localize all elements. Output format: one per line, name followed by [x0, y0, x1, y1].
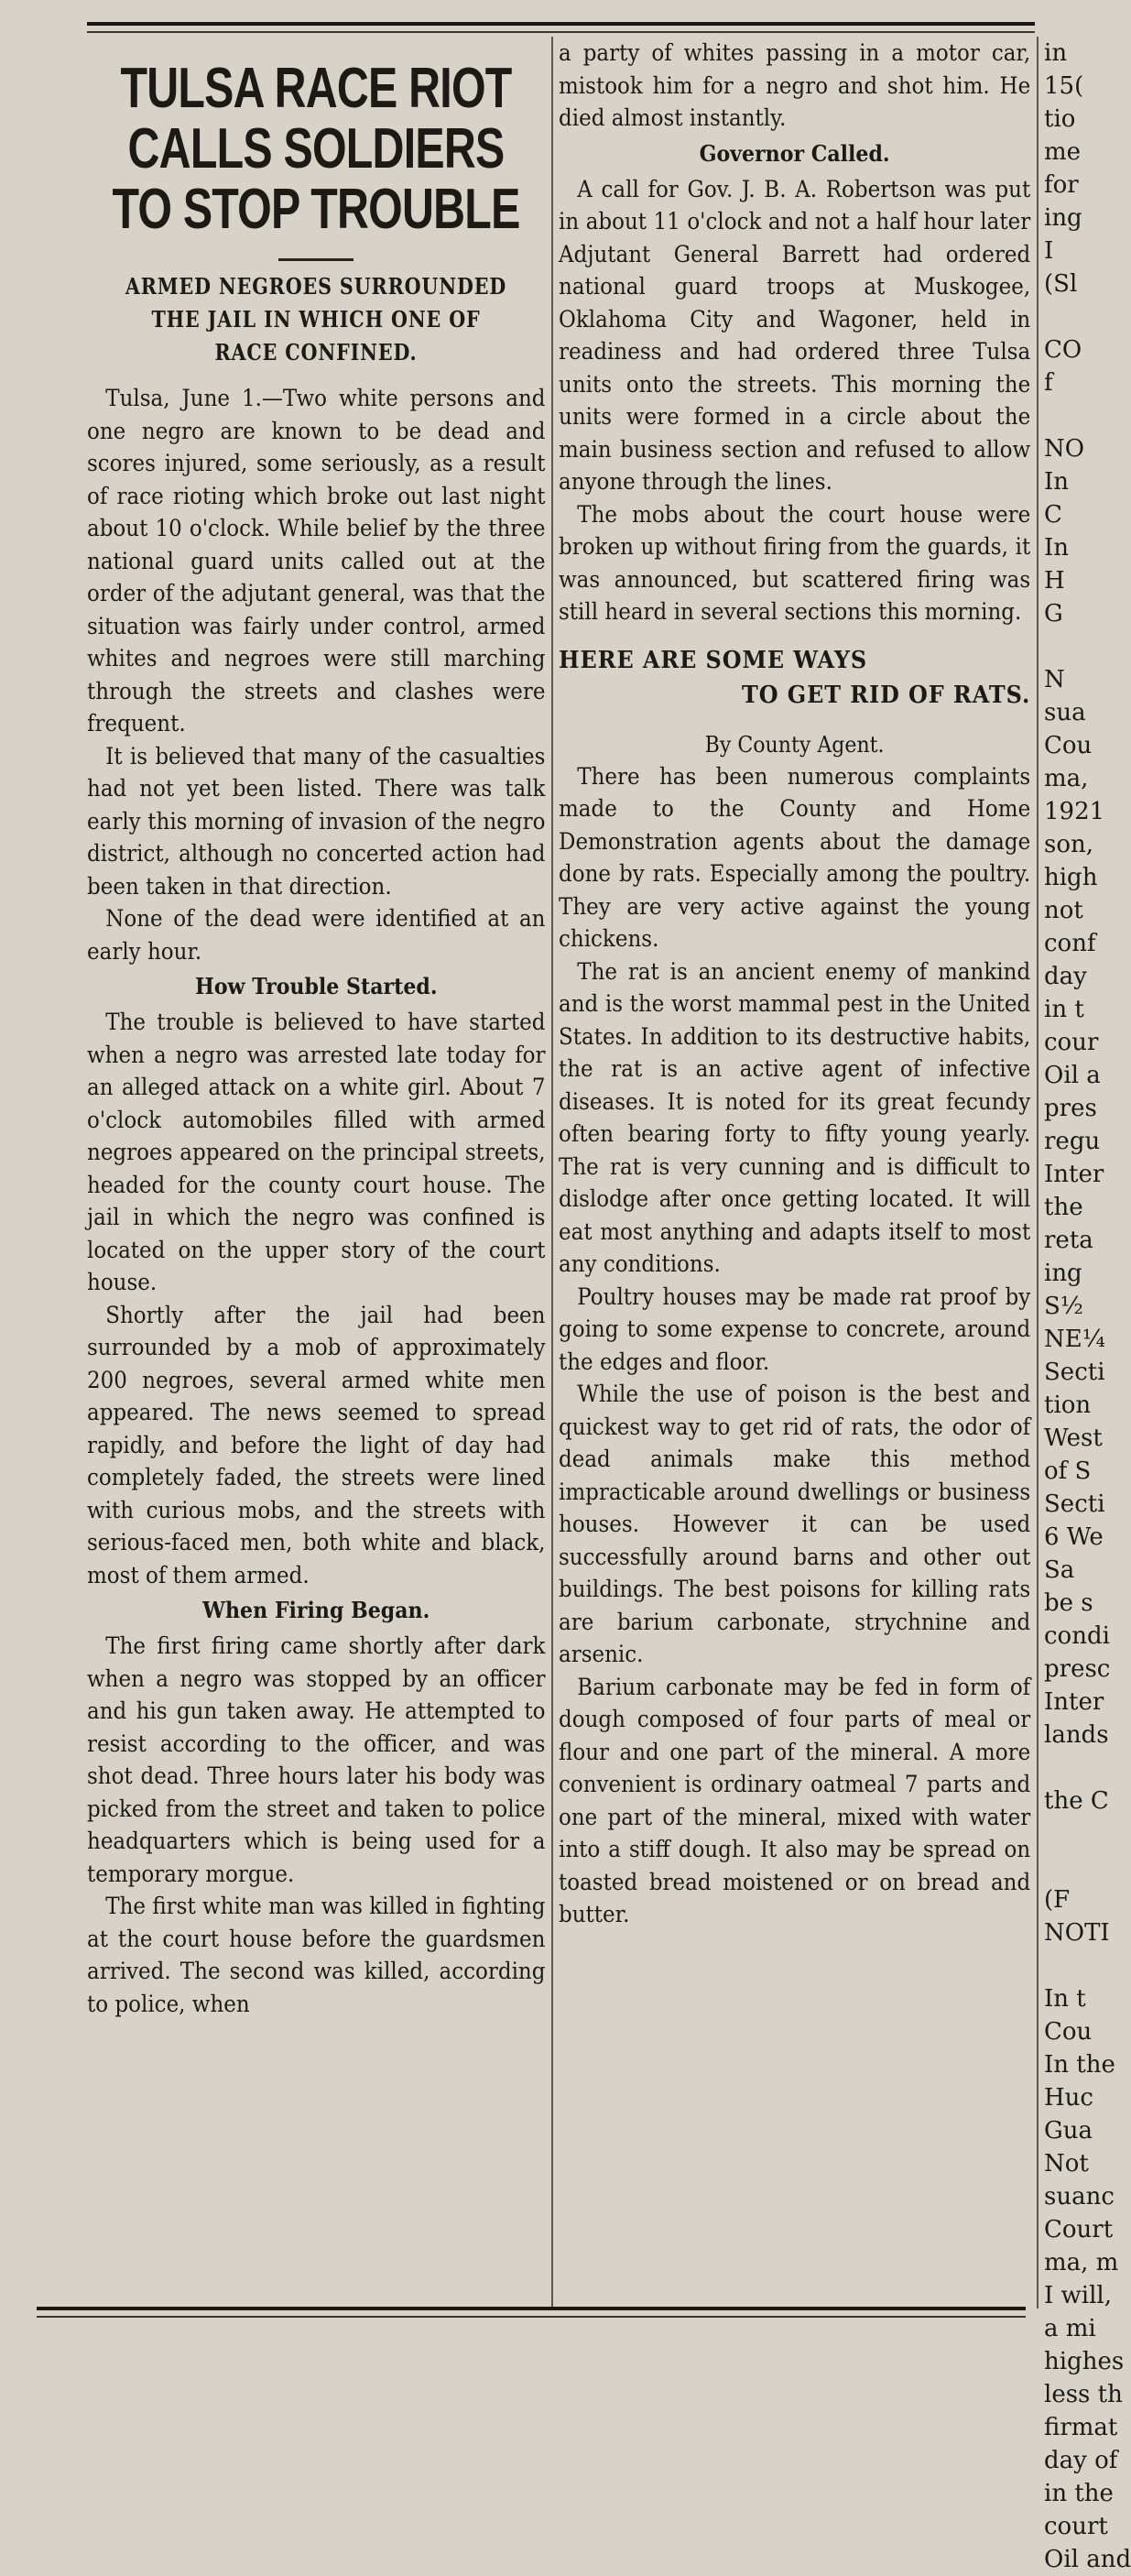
edge-column-line: In — [1044, 468, 1070, 496]
edge-column-line: Inter — [1044, 1161, 1104, 1188]
article-paragraph: Tulsa, June 1.—Two white persons and one negro are known to be dead and scores injured, some seriously, as a result of race rioting which broke out last night about 10 o'clock. While belief by the three national guard units called out at the order of the adjutant general, was that the situation was fairly under control, armed whites and negroes were still marching through the streets and clashes were frequent. — [87, 385, 546, 737]
article-paragraph: A call for Gov. J. B. A. Robertson was put in about 11 o'clock and not a half hour later Adjutant General Barrett had ordered national guard troops at Muskogee, Oklahoma City and Wagoner, held in readiness and had ordered three Tulsa units onto the streets. This morning the units were formed in a circle about the main business section and refused to allow anyone through the lines. — [559, 175, 1031, 495]
edge-column-line: West — [1044, 1424, 1103, 1452]
edge-column-line: son, — [1044, 831, 1094, 858]
edge-column-line: C — [1044, 501, 1062, 529]
article-paragraph: The first white man was killed in fighting at the court house before the guardsmen arrived. The second was killed, according to police, when — [87, 1893, 546, 2017]
edge-column-line: for — [1044, 171, 1079, 199]
edge-column-line: Huc — [1044, 2084, 1093, 2112]
subhead-firing: When Firing Began. — [202, 1597, 430, 1623]
article-paragraph: The mobs about the court house were broken up without firing from the guards, it was announced, but scattered firing was still heard in several sections this morning. — [559, 500, 1031, 625]
edge-column-line — [1044, 1850, 1096, 1883]
edge-column-line: in the — [1044, 2480, 1114, 2507]
edge-column-line: Inter — [1044, 1688, 1104, 1716]
edge-column-line: less th — [1044, 2381, 1123, 2408]
edge-column-line: N — [1044, 666, 1065, 693]
edge-column-line: a mi — [1044, 2315, 1096, 2342]
rats-headline — [559, 643, 1030, 713]
edge-column-line: 6 We — [1044, 1523, 1104, 1551]
article-paragraph: There has been numerous complaints made to the County and Home Demonstration agents about the damage done by rats. Especially among the poultry. They are very active against the young chickens. — [559, 762, 1031, 952]
edge-column-line: H — [1044, 567, 1065, 595]
edge-column-line: CO — [1044, 336, 1082, 364]
edge-column-line: Cou — [1044, 2018, 1093, 2046]
article-paragraph: It is believed that many of the casualties had not yet been listed. There was talk early this morning of invasion of the negro district, although no concerted action had been taken in that direction. — [87, 742, 546, 900]
edge-column-line: (F — [1044, 1886, 1071, 1914]
edge-column-line: sua — [1044, 699, 1086, 726]
article-paragraph: The first firing came shortly after dark when a negro was stopped by an officer and his gun taken away. He attempted to resist according to the officer, and was shot dead. Three hours later his body was picked from the street and taken to police headquarters which is being used for a temporary morgue. — [87, 1632, 546, 1887]
edge-column-line: not — [1044, 897, 1083, 924]
edge-column-line: Oil and — [1044, 2546, 1131, 2573]
column-2 — [559, 37, 1030, 1931]
headline-line: CALLS SOLDIERS — [127, 117, 505, 180]
edge-column-line — [1044, 1817, 1096, 1850]
column-3-cropped — [1044, 37, 1131, 2576]
edge-column-line: high — [1044, 864, 1098, 891]
edge-column-line: court — [1044, 2513, 1108, 2540]
headline — [87, 59, 544, 240]
edge-column-line: conf — [1044, 930, 1096, 957]
edge-column-line: In t — [1044, 1985, 1086, 2013]
bottom-rule-thin — [37, 2316, 1026, 2318]
edge-column-line: reta — [1044, 1227, 1093, 1254]
edge-column-line: (Sl — [1044, 270, 1078, 298]
edge-column-line: Gua — [1044, 2117, 1093, 2145]
edge-column-line: NOTI — [1044, 1919, 1110, 1947]
edge-column-line: tio — [1044, 105, 1076, 133]
edge-column-line: I — [1044, 237, 1054, 265]
bottom-rule — [37, 2307, 1026, 2310]
edge-column-line — [1044, 300, 1096, 333]
edge-column-line: NE¼ — [1044, 1326, 1105, 1353]
article-paragraph: Poultry houses may be made rat proof by going to some expense to concrete, around the edges and floor. — [559, 1283, 1031, 1375]
article-paragraph: While the use of poison is the best and quickest way to get rid of rats, the odor of dead animals make this method impracticable around dwellings or business houses. However it can be used successfully around barns and other out buildings. The best poisons for killing rats are barium carbonate, strychnine and arsenic. — [559, 1381, 1031, 1667]
edge-column-line: suanc — [1044, 2183, 1115, 2210]
edge-column-line: Oil a — [1044, 1062, 1101, 1089]
rats-headline-line1: HERE ARE SOME WAYS — [559, 646, 868, 674]
edge-column-line: of S — [1044, 1457, 1092, 1485]
deck-line: THE JAIL IN WHICH ONE OF — [151, 306, 481, 333]
edge-column-line: In the — [1044, 2051, 1115, 2079]
edge-column-line: In — [1044, 534, 1070, 562]
edge-column-line: firmat — [1044, 2414, 1118, 2441]
edge-column-line: me — [1044, 138, 1082, 166]
edge-column-line: 15( — [1044, 72, 1084, 100]
edge-column-line: I will, — [1044, 2282, 1113, 2309]
edge-column-line: highes — [1044, 2348, 1125, 2375]
edge-column-line: Secti — [1044, 1490, 1105, 1518]
edge-column-line: NO — [1044, 435, 1085, 463]
edge-column-line: cour — [1044, 1029, 1099, 1056]
deck-line: ARMED NEGROES SURROUNDED — [125, 273, 507, 300]
article-paragraph: The rat is an ancient enemy of mankind and is the worst mammal pest in the United States. In addition to its destructive habits, the rat is an active agent of infective diseases. It is noted for its great fecundy often bearing forty to fifty young yearly. The rat is very cunning and is difficult to dislodge after once getting located. It will eat most anything and adapts itself to most any conditions. — [559, 957, 1031, 1277]
edge-column-line: the C — [1044, 1787, 1109, 1815]
deck — [88, 270, 545, 369]
edge-column-line: pres — [1044, 1095, 1097, 1122]
subhead-trouble: How Trouble Started. — [194, 973, 438, 999]
column-rule — [551, 37, 553, 2309]
edge-column-line: be s — [1044, 1589, 1093, 1617]
edge-column-line: the — [1044, 1194, 1083, 1221]
article-paragraph: The trouble is believed to have started when a negro was arrested late today for an alleged attack on a white girl. About 7 o'clock automobiles filled with armed negroes appeared on the principal streets, headed for the county court house. The jail in which the negro was confined is located on the upper story of the court house. — [87, 1009, 546, 1295]
edge-column-line: presc — [1044, 1655, 1111, 1683]
edge-column-line — [1044, 399, 1096, 432]
article-paragraph: Barium carbonate may be fed in form of dough composed of four parts of meal or flour and one part of the mineral. A more convenient is ordinary oatmeal 7 parts and one part of the mineral, mixed with water into a stiff dough. It also may be spread on toasted bread moistened or on bread and butter. — [559, 1673, 1031, 1927]
rats-headline-line2: TO GET RID OF RATS. — [741, 681, 1031, 709]
subhead-governor: Governor Called. — [699, 139, 890, 167]
edge-column-line: Court — [1044, 2216, 1114, 2243]
edge-column-line: Secti — [1044, 1359, 1105, 1386]
edge-column-line: Not — [1044, 2150, 1089, 2178]
byline: By County Agent. — [704, 731, 885, 758]
edge-column-line: in — [1044, 39, 1068, 67]
edge-column-line — [1044, 630, 1096, 663]
article-continuation: a party of whites passing in a motor car, mistook him for a negro and shot him. He died almost instantly. — [559, 39, 1031, 131]
edge-column-line: S½ — [1044, 1293, 1084, 1320]
edge-column-line: condi — [1044, 1622, 1110, 1650]
edge-column-line: day — [1044, 963, 1087, 990]
article-paragraph: None of the dead were identified at an early hour. — [87, 905, 546, 965]
column-1 — [87, 37, 545, 2020]
headline-line: TO STOP TROUBLE — [112, 178, 520, 241]
edge-column-line — [1044, 1949, 1096, 1982]
column-rule — [1037, 37, 1039, 2309]
edge-column-line: Cou — [1044, 732, 1093, 759]
top-rule — [87, 22, 1035, 26]
edge-column-line: ing — [1044, 204, 1082, 232]
edge-column-line: G — [1044, 600, 1063, 628]
edge-column-line: regu — [1044, 1128, 1101, 1155]
article-paragraph: Shortly after the jail had been surrounded by a mob of approximately 200 negroes, several armed white men appeared. The news seemed to spread rapidly, and before the light of day had completely faded, the streets were lined with curious mobs, and the streets with serious-faced men, both white and black, most of them armed. — [87, 1301, 546, 1588]
top-rule-thin — [87, 31, 1035, 33]
headline-line: TULSA RACE RIOT — [120, 57, 512, 120]
edge-column-line: in t — [1044, 996, 1084, 1023]
edge-column-line: ing — [1044, 1260, 1082, 1287]
edge-column-line: Sa — [1044, 1556, 1075, 1584]
edge-column-line: ma, m — [1044, 2249, 1119, 2276]
edge-column-line: f — [1044, 369, 1053, 397]
edge-column-line: 1921 — [1044, 798, 1105, 825]
edge-column-line — [1044, 1752, 1096, 1785]
edge-column-line: lands — [1044, 1721, 1109, 1749]
headline-divider — [278, 258, 353, 261]
edge-column-line: tion — [1044, 1392, 1092, 1419]
edge-column-line: day of — [1044, 2447, 1118, 2474]
edge-column-line: ma, — [1044, 765, 1089, 792]
deck-line: RACE CONFINED. — [214, 339, 418, 366]
